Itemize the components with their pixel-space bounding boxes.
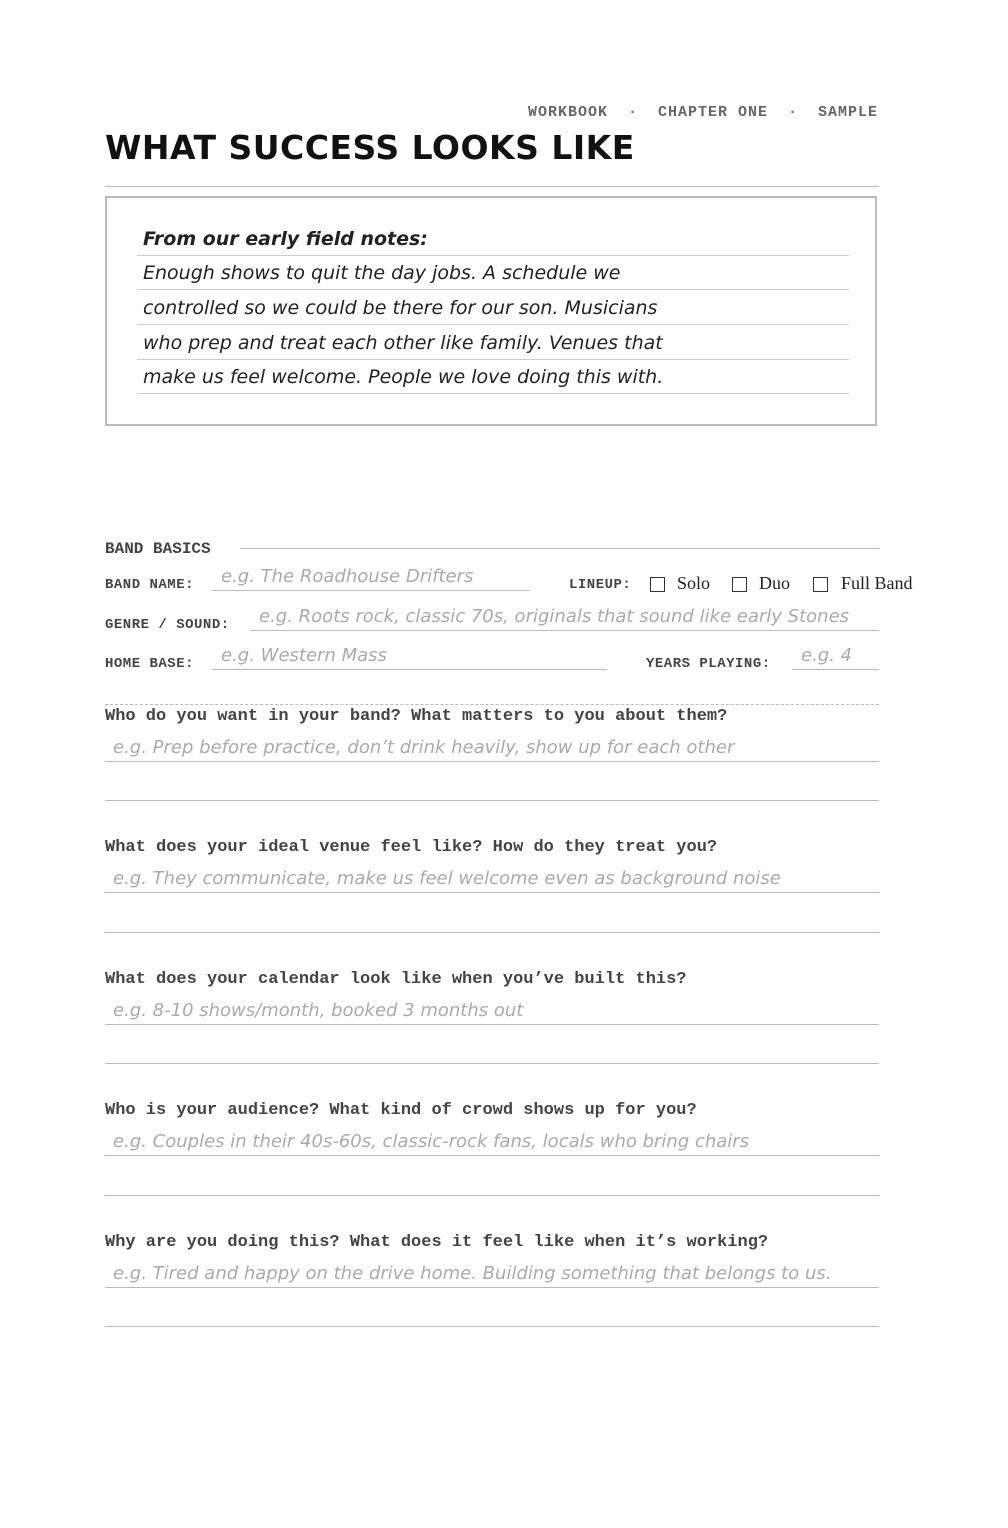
section-divider xyxy=(105,704,879,705)
band-basics-divider xyxy=(240,548,879,549)
page-title: WHAT SUCCESS LOOKS LIKE xyxy=(105,128,635,167)
field-notes-box xyxy=(105,196,877,426)
genre-placeholder: e.g. Roots rock, classic 70s, originals that sound like early Stones xyxy=(259,606,850,627)
lineup-solo-checkbox[interactable] xyxy=(650,577,665,592)
band-name-placeholder: e.g. The Roadhouse Drifters xyxy=(221,566,474,587)
answer-line xyxy=(105,1195,879,1196)
genre-label: GENRE / SOUND: xyxy=(105,617,230,633)
answer-line xyxy=(105,761,879,762)
field-notes-line: controlled so we could be there for our son. Musicians xyxy=(137,291,849,325)
band-name-underline xyxy=(212,590,530,591)
answer-hint: e.g. Couples in their 40s-60s, classic-rock fans, locals who bring chairs xyxy=(113,1131,750,1152)
band-basics-heading: BAND BASICS xyxy=(105,540,211,558)
answer-line xyxy=(105,1024,879,1025)
years-playing-underline xyxy=(792,669,879,670)
question-calendar: What does your calendar look like when you’ve built this? xyxy=(105,970,687,989)
genre-underline xyxy=(250,630,879,631)
title-divider xyxy=(105,186,879,187)
answer-line xyxy=(105,932,879,933)
answer-line xyxy=(105,1155,879,1156)
answer-line xyxy=(105,892,879,893)
years-playing-label: YEARS PLAYING: xyxy=(646,656,771,672)
years-playing-placeholder: e.g. 4 xyxy=(801,645,853,666)
field-notes-line: who prep and treat each other like family. Venues that xyxy=(137,326,849,360)
band-name-label: BAND NAME: xyxy=(105,577,195,593)
question-why: Why are you doing this? What does it feel like when it’s working? xyxy=(105,1233,769,1252)
lineup-full-band-label: Full Band xyxy=(841,573,913,593)
answer-hint: e.g. Tired and happy on the drive home. Building something that belongs to us. xyxy=(113,1263,832,1284)
home-base-placeholder: e.g. Western Mass xyxy=(221,645,387,666)
lineup-duo-label: Duo xyxy=(759,573,790,593)
answer-hint: e.g. 8-10 shows/month, booked 3 months out xyxy=(113,1000,524,1021)
answer-line xyxy=(105,800,879,801)
question-audience: Who is your audience? What kind of crowd shows up for you? xyxy=(105,1101,697,1120)
field-notes-line: make us feel welcome. People we love doing this with. xyxy=(137,360,849,394)
answer-line xyxy=(105,1326,879,1327)
home-base-label: HOME BASE: xyxy=(105,656,195,672)
question-ideal-venue: What does your ideal venue feel like? How do they treat you? xyxy=(105,838,718,857)
lineup-label: LINEUP: xyxy=(569,577,632,593)
lineup-full-band-checkbox[interactable] xyxy=(813,577,828,592)
question-band-members: Who do you want in your band? What matters to you about them? xyxy=(105,707,728,726)
answer-hint: e.g. Prep before practice, don’t drink heavily, show up for each other xyxy=(113,737,735,758)
answer-hint: e.g. They communicate, make us feel welcome even as background noise xyxy=(113,868,781,889)
lineup-duo-checkbox[interactable] xyxy=(732,577,747,592)
answer-line xyxy=(105,1287,879,1288)
field-notes-heading: From our early field notes: xyxy=(137,222,849,256)
field-notes-line: Enough shows to quit the day jobs. A schedule we xyxy=(137,256,849,290)
home-base-underline xyxy=(212,669,607,670)
header-eyebrow: WORKBOOK · CHAPTER ONE · SAMPLE xyxy=(527,104,878,121)
answer-line xyxy=(105,1063,879,1064)
lineup-solo-label: Solo xyxy=(677,573,711,593)
